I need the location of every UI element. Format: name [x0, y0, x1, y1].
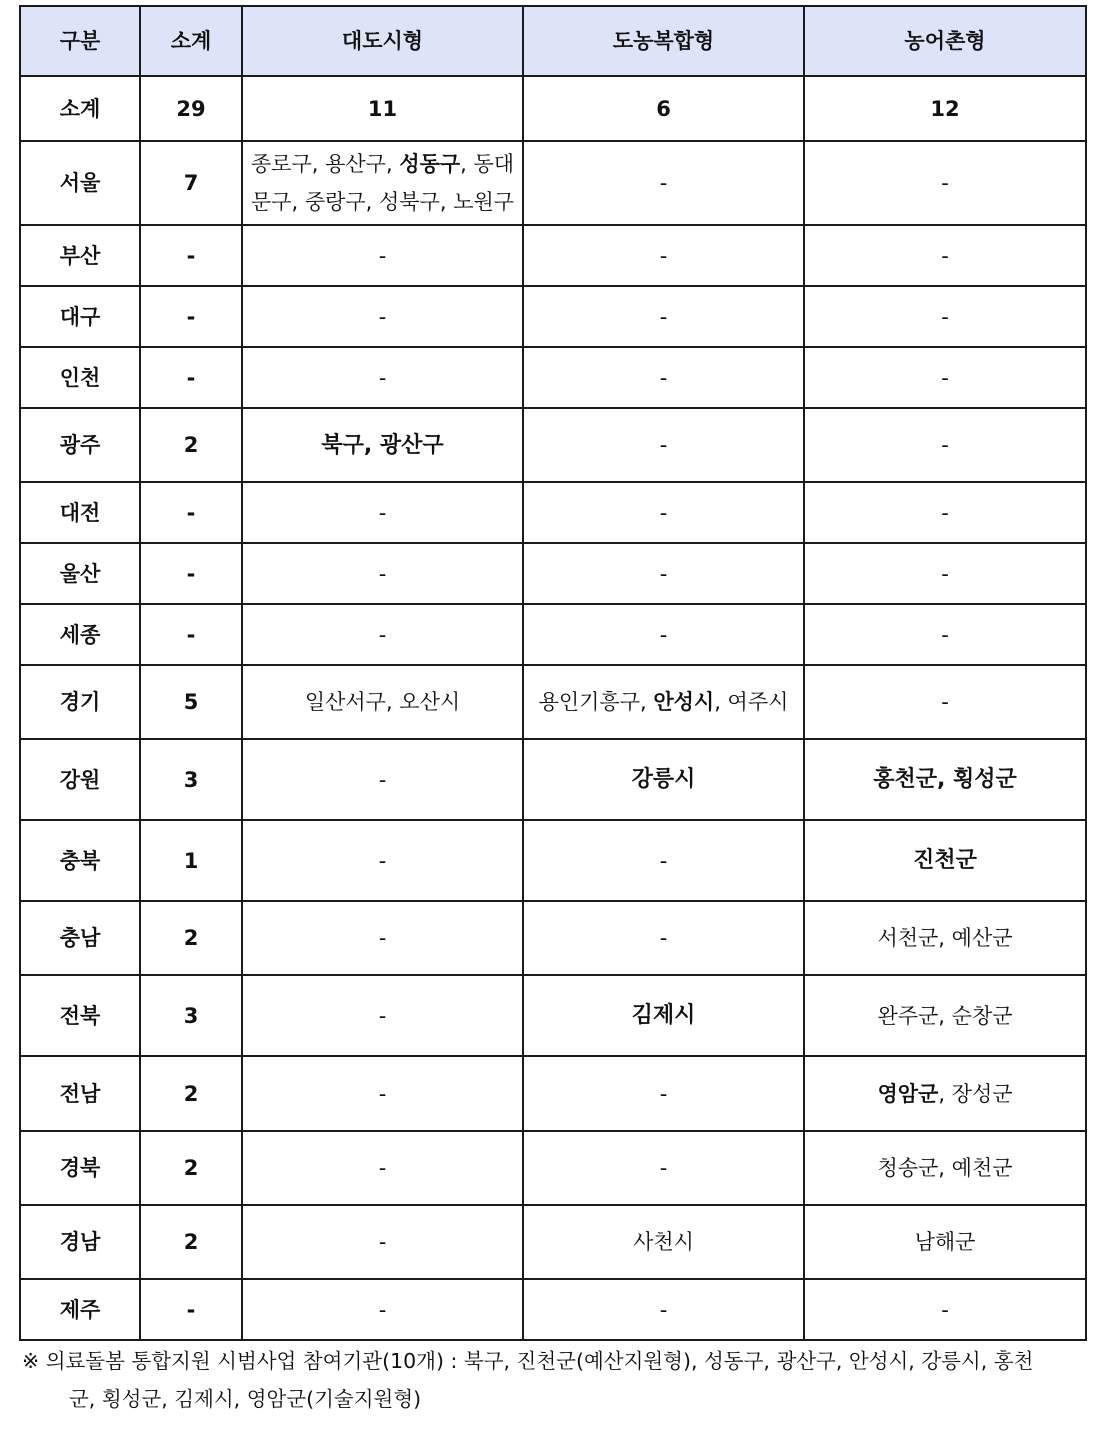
- rural-cell: [804, 408, 1086, 482]
- count-cell: -: [140, 604, 242, 665]
- count-cell: -: [140, 347, 242, 408]
- mixed-segment: 안성시: [653, 690, 715, 714]
- metro-cell: [242, 286, 523, 347]
- mixed-cell: [523, 347, 804, 408]
- mixed-segment: -: [659, 500, 668, 525]
- metro-cell: [242, 604, 523, 665]
- footnote: [22, 1342, 1092, 1418]
- rural-cell: [804, 739, 1086, 820]
- rural-cell: [804, 286, 1086, 347]
- rural-segment: -: [941, 433, 949, 457]
- mixed-segment: -: [659, 848, 668, 873]
- region-cell: 서울: [20, 141, 140, 225]
- region-cell: 경기: [20, 665, 140, 739]
- mixed-cell: [523, 482, 804, 543]
- mixed-segment: 사천시: [633, 1230, 694, 1254]
- rural-segment: , 장성군: [938, 1081, 1013, 1106]
- total-mixed: 6: [523, 76, 804, 141]
- region-cell: 충북: [20, 820, 140, 901]
- rural-segment: 남해군: [914, 1230, 976, 1254]
- rural-cell: [804, 225, 1086, 286]
- mixed-segment: -: [659, 433, 668, 457]
- metro-segment: -: [378, 1230, 387, 1254]
- mixed-cell: [523, 141, 804, 225]
- metro-segment: -: [378, 1003, 387, 1028]
- metro-segment: -: [378, 1156, 387, 1180]
- rural-cell: [804, 665, 1086, 739]
- metro-segment: -: [378, 848, 387, 873]
- mixed-cell: [523, 543, 804, 604]
- rural-cell: [804, 1056, 1086, 1131]
- mixed-segment: -: [659, 561, 668, 586]
- metro-segment: -: [378, 365, 387, 390]
- rural-segment: 서천군, 예산군: [877, 926, 1013, 950]
- rural-segment: -: [941, 622, 949, 647]
- mixed-cell: [523, 901, 804, 975]
- count-cell: 2: [140, 408, 242, 482]
- total-count: 29: [140, 76, 242, 141]
- table-body: [20, 76, 1086, 1340]
- mixed-segment: 용인기흥구,: [538, 690, 654, 714]
- rural-segment: -: [941, 365, 949, 390]
- region-cell: 전북: [20, 975, 140, 1056]
- table-row: [20, 820, 1086, 901]
- footnote-line-1: ※ 의료돌봄 통합지원 시범사업 참여기관(10개) : 북구, 진천군(예산지원형), 성동구, 광산구, 안성시, 강릉시, 홍천: [22, 1349, 1034, 1373]
- region-cell: 인천: [20, 347, 140, 408]
- metro-segment: -: [378, 622, 387, 647]
- region-cell: 전남: [20, 1056, 140, 1131]
- metro-segment: 종로구, 용산구,: [250, 152, 400, 176]
- metro-cell: [242, 543, 523, 604]
- mixed-cell: [523, 604, 804, 665]
- table-row: [20, 1056, 1086, 1131]
- footnote-line-2: 군, 횡성군, 김제시, 영암군(기술지원형): [69, 1387, 422, 1411]
- metro-segment: -: [378, 1081, 387, 1106]
- count-cell: 7: [140, 141, 242, 225]
- metro-cell: [242, 820, 523, 901]
- table-row: [20, 665, 1086, 739]
- table-row: [20, 286, 1086, 347]
- metro-segment: -: [378, 767, 387, 792]
- metro-segment: 북구, 광산구: [321, 432, 444, 458]
- region-cell: 경북: [20, 1131, 140, 1205]
- rural-cell: [804, 141, 1086, 225]
- rural-cell: [804, 1205, 1086, 1279]
- metro-cell: [242, 141, 523, 225]
- rural-segment: 영암군: [877, 1081, 939, 1106]
- table-row: [20, 1205, 1086, 1279]
- mixed-segment: -: [659, 1081, 668, 1106]
- mixed-segment: , 여주시: [714, 690, 789, 714]
- region-cell: 부산: [20, 225, 140, 286]
- pilot-region-table: [19, 5, 1087, 1341]
- metro-cell: [242, 665, 523, 739]
- metro-cell: [242, 1056, 523, 1131]
- rural-cell: [804, 901, 1086, 975]
- table-row: [20, 141, 1086, 225]
- mixed-cell: [523, 975, 804, 1056]
- region-cell: 경남: [20, 1205, 140, 1279]
- count-cell: -: [140, 543, 242, 604]
- rural-segment: -: [941, 243, 949, 268]
- table-row: [20, 1279, 1086, 1340]
- metro-cell: [242, 739, 523, 820]
- metro-segment: -: [378, 561, 387, 586]
- rural-cell: [804, 820, 1086, 901]
- metro-cell: [242, 347, 523, 408]
- rural-segment: -: [941, 304, 949, 329]
- count-cell: 3: [140, 739, 242, 820]
- rural-segment: -: [941, 171, 949, 195]
- rural-cell: [804, 604, 1086, 665]
- mixed-segment: 강릉시: [631, 767, 696, 792]
- metro-segment: -: [378, 1297, 387, 1322]
- metro-segment: -: [378, 304, 387, 329]
- count-cell: -: [140, 286, 242, 347]
- table-row: [20, 901, 1086, 975]
- total-row: [20, 76, 1086, 141]
- total-label: 소계: [20, 76, 140, 141]
- mixed-segment: -: [659, 926, 668, 950]
- rural-cell: [804, 1279, 1086, 1340]
- metro-cell: [242, 1131, 523, 1205]
- mixed-segment: -: [659, 304, 668, 329]
- metro-segment: , 동대문구, 중랑구, 성북구, 노원구: [250, 152, 515, 214]
- mixed-segment: -: [659, 1297, 668, 1322]
- header-row: [20, 6, 1086, 76]
- metro-segment: 일산서구, 오산시: [304, 690, 461, 714]
- rural-segment: 완주군, 순창군: [877, 1003, 1013, 1028]
- mixed-cell: [523, 1205, 804, 1279]
- region-cell: 대전: [20, 482, 140, 543]
- count-cell: -: [140, 225, 242, 286]
- rural-cell: [804, 482, 1086, 543]
- count-cell: 2: [140, 1205, 242, 1279]
- metro-segment: 성동구: [399, 152, 461, 176]
- count-cell: 1: [140, 820, 242, 901]
- mixed-cell: [523, 286, 804, 347]
- table-row: [20, 975, 1086, 1056]
- mixed-cell: [523, 739, 804, 820]
- mixed-cell: [523, 1131, 804, 1205]
- region-cell: 세종: [20, 604, 140, 665]
- metro-cell: [242, 901, 523, 975]
- mixed-cell: [523, 665, 804, 739]
- metro-segment: -: [378, 243, 387, 268]
- mixed-segment: -: [659, 622, 668, 647]
- mixed-segment: -: [659, 1156, 668, 1180]
- rural-segment: 청송군, 예천군: [877, 1156, 1013, 1180]
- mixed-cell: [523, 820, 804, 901]
- rural-segment: -: [941, 561, 949, 586]
- table-row: [20, 482, 1086, 543]
- region-cell: 광주: [20, 408, 140, 482]
- metro-cell: [242, 1279, 523, 1340]
- count-cell: 2: [140, 1131, 242, 1205]
- mixed-segment: -: [659, 243, 668, 268]
- rural-segment: -: [941, 690, 949, 714]
- metro-segment: -: [378, 926, 387, 950]
- header-subtotal: 소계: [140, 6, 242, 76]
- table-row: [20, 543, 1086, 604]
- rural-segment: 홍천군, 횡성군: [873, 767, 1017, 792]
- mixed-segment: -: [659, 365, 668, 390]
- region-cell: 충남: [20, 901, 140, 975]
- rural-cell: [804, 543, 1086, 604]
- metro-cell: [242, 482, 523, 543]
- count-cell: -: [140, 482, 242, 543]
- rural-segment: -: [941, 1297, 949, 1322]
- mixed-cell: [523, 408, 804, 482]
- table-row: [20, 347, 1086, 408]
- count-cell: 2: [140, 1056, 242, 1131]
- count-cell: -: [140, 1279, 242, 1340]
- metro-cell: [242, 975, 523, 1056]
- region-cell: 대구: [20, 286, 140, 347]
- table-row: [20, 408, 1086, 482]
- mixed-cell: [523, 1279, 804, 1340]
- header-category: 구분: [20, 6, 140, 76]
- metro-cell: [242, 408, 523, 482]
- total-metro: 11: [242, 76, 523, 141]
- mixed-cell: [523, 225, 804, 286]
- table-row: [20, 1131, 1086, 1205]
- region-cell: 제주: [20, 1279, 140, 1340]
- header-metro: 대도시형: [242, 6, 523, 76]
- rural-cell: [804, 1131, 1086, 1205]
- header-rural: 농어촌형: [804, 6, 1086, 76]
- rural-cell: [804, 975, 1086, 1056]
- table-row: [20, 225, 1086, 286]
- header-mixed: 도농복합형: [523, 6, 804, 76]
- metro-segment: -: [378, 500, 387, 525]
- rural-cell: [804, 347, 1086, 408]
- table-row: [20, 739, 1086, 820]
- count-cell: 2: [140, 901, 242, 975]
- region-cell: 강원: [20, 739, 140, 820]
- count-cell: 3: [140, 975, 242, 1056]
- mixed-cell: [523, 1056, 804, 1131]
- total-rural: 12: [804, 76, 1086, 141]
- region-cell: 울산: [20, 543, 140, 604]
- metro-cell: [242, 225, 523, 286]
- mixed-segment: 김제시: [631, 1003, 696, 1028]
- rural-segment: -: [941, 500, 949, 525]
- metro-cell: [242, 1205, 523, 1279]
- count-cell: 5: [140, 665, 242, 739]
- mixed-segment: -: [659, 171, 668, 195]
- rural-segment: 진천군: [913, 848, 977, 873]
- table-row: [20, 604, 1086, 665]
